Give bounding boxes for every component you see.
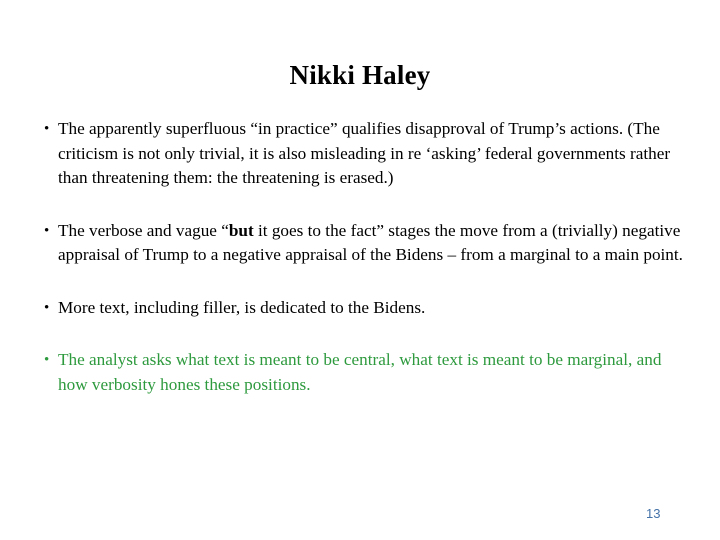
- bullet-marker: •: [44, 222, 50, 239]
- bullet-item-3: [44, 296, 689, 321]
- bullet-text-start: The verbose and vague “: [58, 220, 229, 240]
- bullet-text-end: it goes to the fact” stages the move from a (trivially) negative appraisal of Trump to a negative appraisal of the Bidens – from a marginal to a main point.: [58, 220, 683, 264]
- page-number: 13: [646, 506, 661, 521]
- slide-title: Nikki Haley: [289, 60, 431, 90]
- bullet-item-1: [44, 117, 689, 191]
- bullet-marker: •: [44, 121, 50, 137]
- bullet-text: The apparently superfluous “in practice” qualifies disapproval of Trump’s actions. (The criticism is not only trivial, it is also misleading in re ‘asking’ federal governments rather than threatening them: the threatening is erased.): [58, 119, 671, 187]
- bullet-list: [44, 117, 689, 397]
- bullet-text: More text, including filler, is dedicated to the Bidens.: [58, 297, 426, 317]
- bullet-text: The analyst asks what text is meant to be central, what text is meant to be marginal, and how verbosity hones these positions.: [58, 350, 662, 394]
- bullet-marker: •: [44, 299, 50, 316]
- bullet-text-bold: but: [228, 220, 254, 240]
- bullet-marker: •: [44, 352, 50, 368]
- bullet-item-2: [44, 219, 689, 268]
- bullet-item-4: [44, 348, 689, 397]
